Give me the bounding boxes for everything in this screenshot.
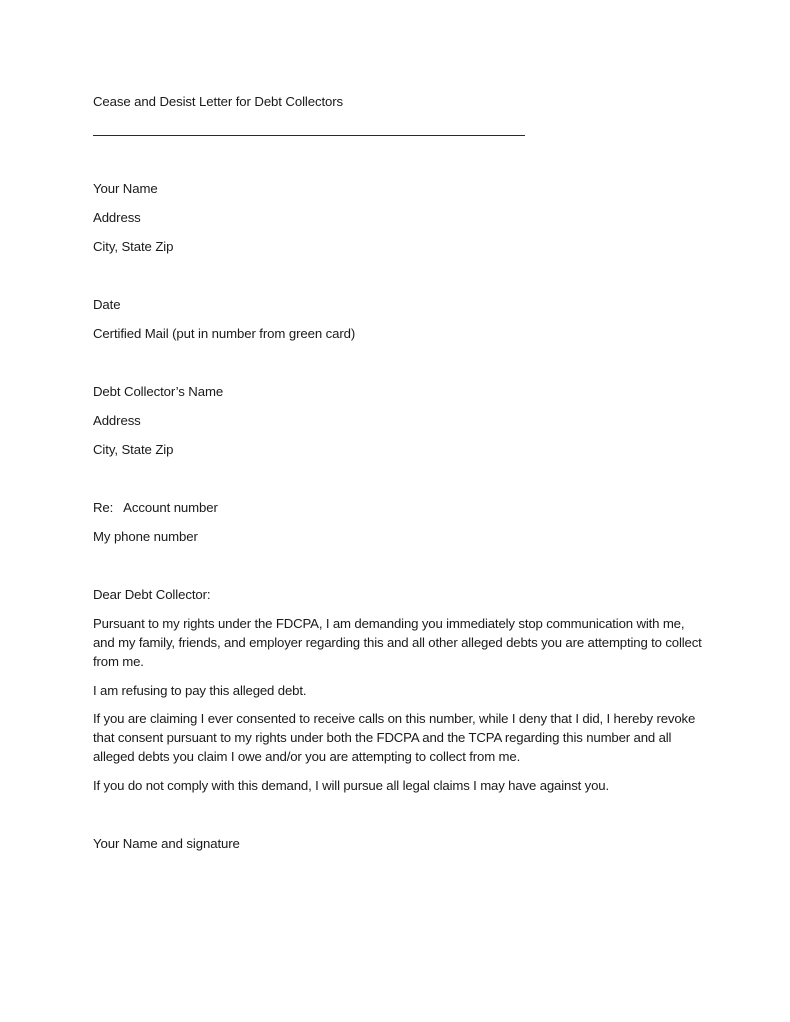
body-paragraph-4: If you do not comply with this demand, I will pursue all legal claims I may have against you. [93,778,610,793]
body-paragraph-3: If you are claiming I ever consented to receive calls on this number, while I deny that I did, I hereby revoke that consent pursuant to my rights under both the FDCPA and the TCPA regarding this number and all alleged debts you claim I owe and/or you are attempting to collect from me. [93,711,696,764]
title-underline-rule [93,135,525,136]
recipient-address: Address [93,413,141,428]
sender-address: Address [93,210,141,225]
document-title: Cease and Desist Letter for Debt Collectors [93,94,344,109]
closing-signature: Your Name and signature [93,836,240,851]
recipient-name: Debt Collector’s Name [93,384,224,399]
sender-name: Your Name [93,181,158,196]
certified-mail-line: Certified Mail (put in number from green card) [93,326,356,341]
phone-number-line: My phone number [93,529,198,544]
re-account-line: Re: Account number [93,500,218,515]
body-paragraph-1: Pursuant to my rights under the FDCPA, I am demanding you immediately stop communication with me, and my family, friends, and employer regarding this and all other alleged debts you are attempting to collect from me. [93,616,702,669]
date-label: Date [93,297,121,312]
recipient-city-state-zip: City, State Zip [93,442,174,457]
salutation: Dear Debt Collector: [93,587,211,602]
body-paragraph-2: I am refusing to pay this alleged debt. [93,683,307,698]
sender-city-state-zip: City, State Zip [93,239,174,254]
